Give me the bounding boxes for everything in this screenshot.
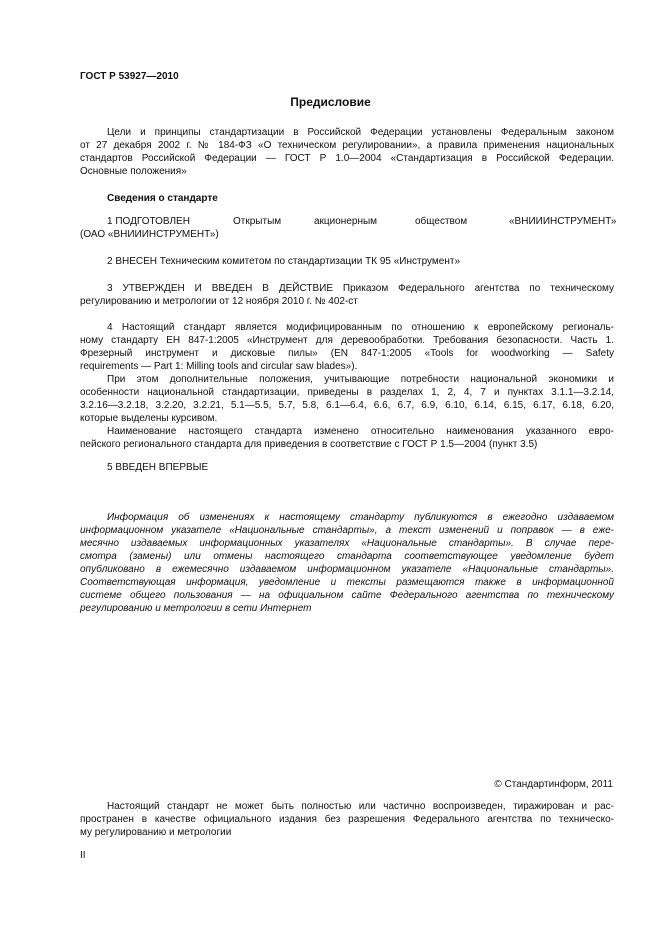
text-line: ному стандарту ЕН 847-1:2005 «Инструмент для деревообработки. Требования безопасности. Часть 1. [80, 335, 614, 346]
item-1-part: 1 ПОДГОТОВЛЕН [107, 216, 190, 227]
text-line: Настоящий стандарт не может быть полностью или частично воспроизведен, тиражирован и рас- [107, 801, 614, 812]
text-line: которые выделены курсивом. [80, 413, 218, 424]
text-line: requirements — Part 1: Milling tools and circular saw blades»). [80, 361, 358, 372]
text-line: информационном указателе «Национальные стандарты», а текст изменений и поправок — в еже- [80, 525, 614, 536]
text-line: Информация об изменениях к настоящему стандарту публикуются в ежегодно издаваемом [107, 512, 614, 523]
item-2: 2 ВНЕСЕН Техническим комитетом по стандартизации ТК 95 «Инструмент» [107, 256, 461, 267]
page-number: II [80, 850, 86, 861]
text-line: месячно издаваемых информационных указателях «Национальные стандарты». В случае пере- [80, 538, 614, 549]
item-1-part: «ВНИИИНСТРУМЕНТ» [509, 216, 617, 227]
text-line: 3 УТВЕРЖДЕН И ВВЕДЕН В ДЕЙСТВИЕ Приказом Федерального агентства по техническому [107, 283, 614, 294]
item-1-part: Открытым [233, 216, 282, 227]
text-line: пространен в качестве официального издания без разрешения Федерального агентства по техническо- [80, 814, 614, 825]
item-1-part: обществом [415, 216, 468, 227]
text-line: опубликовано в ежемесячно издаваемом информационном указателе «Национальные стандарты». [80, 564, 614, 575]
text-line: му регулированию и метрологии [80, 827, 232, 838]
text-line: особенности национальной стандартизации, приведены в разделах 1, 2, 4, 7 и пунктах 3.1.1—3.2.14, [80, 387, 614, 398]
section-heading: Сведения о стандарте [107, 193, 218, 204]
text-line: Наименование настоящего стандарта изменено относительно наименования указанного евро- [107, 426, 614, 437]
text-line: При этом дополнительные положения, учитывающие потребности национальной экономики и [107, 374, 614, 385]
text-line: смотра (замены) или отмены настоящего стандарта соответствующее уведомление будет [80, 551, 614, 562]
text-line: регулированию и метрологии от 12 ноября 2010 г. № 402-ст [80, 296, 358, 307]
copyright-notice: © Стандартинформ, 2011 [494, 779, 613, 790]
text-line: 3.2.16—3.2.18, 3.2.20, 3.2.21, 5.1—5.5, 5.7, 5.8, 6.1—6.4, 6.6, 6.7, 6.9, 6.10, 6.14, 6.15, 6.17, 6.18, 6.20, [80, 400, 614, 411]
text-line: регулированию и метрологии в сети Интернет [80, 603, 312, 614]
text-line: (ОАО «ВНИИИНСТРУМЕНТ») [80, 229, 219, 240]
text-line: стандартов Российской Федерации — ГОСТ Р 1.0—2004 «Стандартизация в Российской Федерации. [80, 153, 614, 164]
text-line: Основные положения» [80, 166, 187, 177]
text-line: системе общего пользования — на официальном сайте Федерального агентства по техническому [80, 590, 614, 601]
page-title: Предисловие [290, 95, 371, 109]
item-5: 5 ВВЕДЕН ВПЕРВЫЕ [107, 462, 209, 473]
text-line: 4 Настоящий стандарт является модифицированным по отношению к европейскому региональ- [107, 322, 614, 333]
text-line: Фрезерный инструмент и дисковые пилы» (EN 847-1:2005 «Tools for woodworking — Safety [80, 348, 614, 359]
text-line: пейского регионального стандарта для приведения в соответствие с ГОСТ Р 1.5—2004 (пункт 3.5) [80, 439, 538, 450]
text-line: от 27 декабря 2002 г. № 184-ФЗ «О техническом регулировании», а правила применения национальных [80, 140, 614, 151]
item-1-part: акционерным [314, 216, 378, 227]
text-line: Соответствующая информация, уведомление и тексты размещаются также в информационной [80, 577, 614, 588]
text-line: Цели и принципы стандартизации в Российской Федерации установлены Федеральным законом [107, 127, 614, 138]
document-code: ГОСТ Р 53927—2010 [80, 71, 179, 82]
